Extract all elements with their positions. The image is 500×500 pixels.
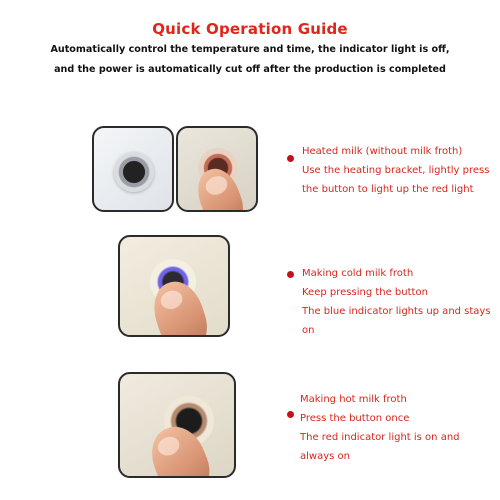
hot-froth-photo xyxy=(118,372,236,478)
power-button-icon xyxy=(114,152,154,192)
step-3-line-3: The red indicator light is on and xyxy=(300,432,460,443)
step-3-line-2: Press the button once xyxy=(300,413,410,424)
press-button-red-photo xyxy=(176,126,258,212)
step-1-line-2: Use the heating bracket, lightly press xyxy=(302,165,490,176)
guide-title: Quick Operation Guide xyxy=(152,20,348,38)
step-2-line-2: Keep pressing the button xyxy=(302,287,428,298)
button-off-photo xyxy=(92,126,174,212)
step-2-bullet xyxy=(287,271,294,278)
step-2-line-3: The blue indicator lights up and stays xyxy=(302,306,491,317)
step-1-description xyxy=(302,142,489,199)
step-1-line-3: the button to light up the red light xyxy=(302,184,474,195)
step-3-bullet xyxy=(287,411,294,418)
cold-froth-photo xyxy=(118,235,230,337)
step-3-description xyxy=(300,390,460,466)
step-3-line-1: Making hot milk froth xyxy=(300,394,407,405)
guide-subtitle-line-2: and the power is automatically cut off after the production is completed xyxy=(54,64,446,75)
step-2-line-1: Making cold milk froth xyxy=(302,268,414,279)
guide-subtitle-line-1: Automatically control the temperature and time, the indicator light is off, xyxy=(50,44,450,55)
step-1-bullet xyxy=(287,155,294,162)
step-2-description xyxy=(302,264,491,340)
step-3-line-4: always on xyxy=(300,451,350,462)
step-1-line-1: Heated milk (without milk froth) xyxy=(302,146,463,157)
step-2-line-4: on xyxy=(302,325,315,336)
